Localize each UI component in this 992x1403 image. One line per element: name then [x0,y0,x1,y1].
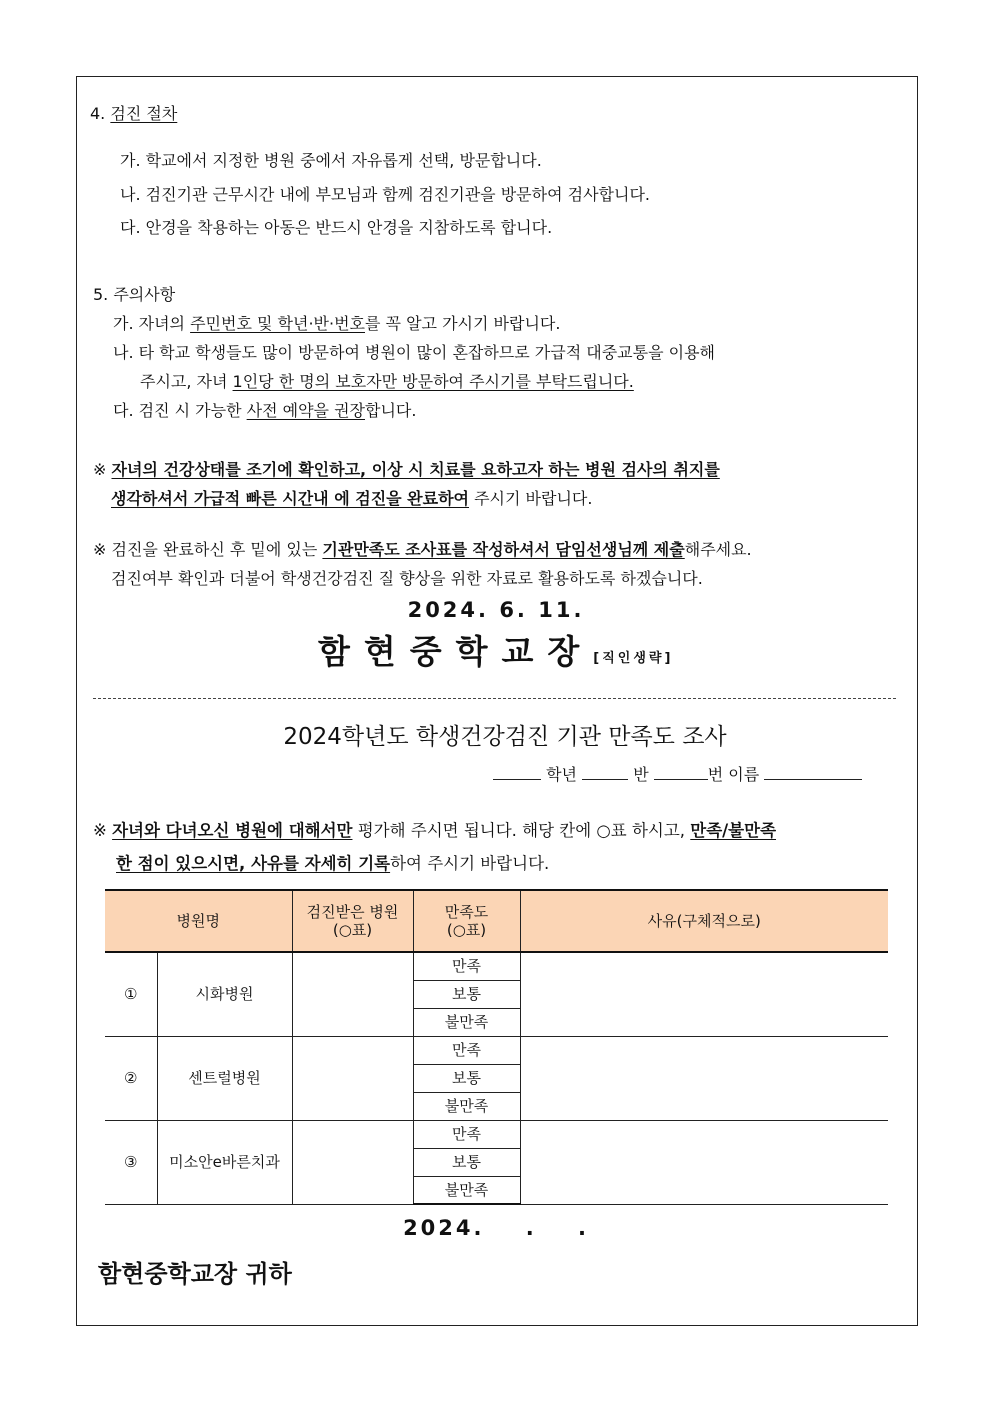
section5-item-na-line2: 주시고, 자녀 1인당 한 명의 보호자만 방문하여 주시기를 부탁드립니다. [140,372,634,391]
table-row [105,952,888,980]
hospital-name: 센트럴병원 [157,1036,292,1120]
cut-line [93,698,896,699]
class-blank[interactable] [582,764,628,780]
hospital-header: 병원명 [105,890,292,952]
seal-note: [직인생략] [593,651,674,666]
addressee: 함현중학교장 귀하 [98,1260,292,1288]
visited-cell[interactable] [292,952,413,1036]
grade-label: 학년 [546,765,578,784]
note1-line1: ※ 자녀의 건강상태를 조기에 확인하고, 이상 시 치료를 요하고자 하는 병원 검사의 취지를 [93,460,720,479]
section5-item-na-line1: 나. 타 학교 학생들도 많이 방문하여 병원이 많이 혼잡하므로 가급적 대중교통을 이용해 [113,343,715,362]
section4-item-da: 다. 안경을 착용하는 아동은 반드시 안경을 지참하도록 합니다. [120,218,553,237]
notice-date: 2024. 6. 11. [407,598,585,622]
satisfaction-table [105,889,888,1205]
option-neutral[interactable]: 보통 [413,1148,520,1176]
section4-heading: 4. 검진 절차 [90,104,178,123]
row-number: ② [105,1036,157,1120]
option-satisfied[interactable]: 만족 [413,1036,520,1064]
hospital-name: 시화병원 [157,952,292,1036]
number-blank[interactable] [654,764,708,780]
principal-name: 함현중학교장 [318,632,594,671]
reason-cell[interactable] [520,1036,888,1120]
survey-instruction-line1: ※ 자녀와 다녀오신 병원에 대해서만 평가해 주시면 됩니다. 해당 칸에 ○표 하시고, 만족/불만족 [93,821,777,840]
survey-date: 2024. . . [403,1216,589,1240]
option-unsatisfied[interactable]: 불만족 [413,1092,520,1120]
note2-line1: ※ 검진을 완료하신 후 밑에 있는 기관만족도 조사표를 작성하셔서 담임선생님께 제출해주세요. [93,540,752,559]
row-number: ③ [105,1120,157,1204]
section5-item-ga: 가. 자녀의 주민번호 및 학년·반·번호를 꼭 알고 가시기 바랍니다. [113,314,561,333]
satisfaction-header: 만족도 (○표) [413,890,520,952]
visited-cell[interactable] [292,1036,413,1120]
reason-cell[interactable] [520,1120,888,1204]
student-info-line [493,764,862,784]
section5-heading: 5. 주의사항 [93,285,176,304]
name-blank[interactable] [764,764,862,780]
table-row [105,1120,888,1148]
reason-header: 사유(구체적으로) [520,890,888,952]
survey-instruction-line2: 한 점이 있으시면, 사유를 자세히 기록하여 주시기 바랍니다. [116,854,550,873]
table-row [105,1036,888,1064]
class-label: 반 [633,765,649,784]
section5-item-da: 다. 검진 시 가능한 사전 예약을 권장합니다. [113,401,417,420]
grade-blank[interactable] [493,764,541,780]
option-satisfied[interactable]: 만족 [413,1120,520,1148]
option-unsatisfied[interactable]: 불만족 [413,1176,520,1204]
option-satisfied[interactable]: 만족 [413,952,520,980]
section4-item-na: 나. 검진기관 근무시간 내에 부모님과 함께 검진기관을 방문하여 검사합니다. [120,185,650,204]
option-neutral[interactable]: 보통 [413,980,520,1008]
note2-line2: 검진여부 확인과 더불어 학생건강검진 질 향상을 위한 자료로 활용하도록 하겠습니다. [111,569,703,588]
section4-item-ga: 가. 학교에서 지정한 병원 중에서 자유롭게 선택, 방문합니다. [120,151,542,170]
note1-line2: 생각하셔서 가급적 빠른 시간내 에 검진을 완료하여 주시기 바랍니다. [111,489,593,508]
survey-title: 2024학년도 학생건강검진 기관 만족도 조사 [283,724,727,750]
principal-signature [318,632,673,672]
hospital-name: 미소안e바른치과 [157,1120,292,1204]
row-number: ① [105,952,157,1036]
option-neutral[interactable]: 보통 [413,1064,520,1092]
visited-header: 검진받은 병원 (○표) [292,890,413,952]
table-header-row [105,890,888,952]
number-name-label: 번 이름 [707,765,760,784]
option-unsatisfied[interactable]: 불만족 [413,1008,520,1036]
reason-cell[interactable] [520,952,888,1036]
visited-cell[interactable] [292,1120,413,1204]
